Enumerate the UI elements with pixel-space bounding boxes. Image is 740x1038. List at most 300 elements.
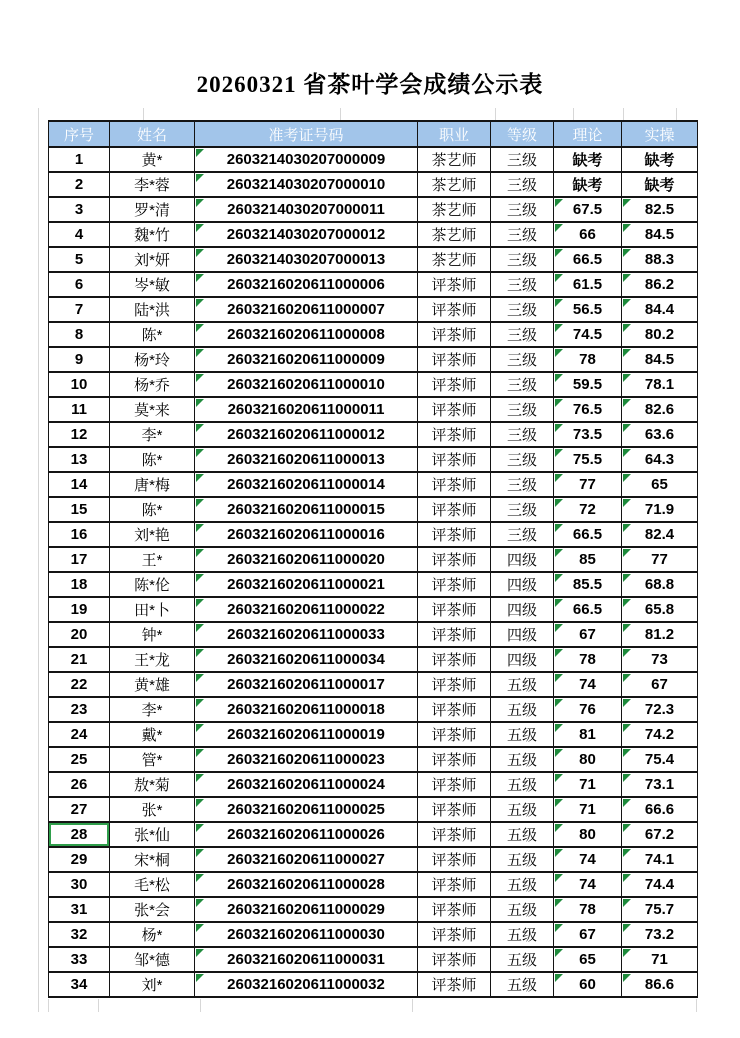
- text-number-indicator-icon: [555, 449, 563, 457]
- text-number-indicator-icon: [196, 624, 204, 632]
- cell-name[interactable]: 刘*妍: [110, 247, 195, 272]
- gridline: [412, 999, 413, 1012]
- text-number-indicator-icon: [196, 199, 204, 207]
- cell-level[interactable]: 五级: [491, 822, 554, 847]
- cell-theory-score[interactable]: 78: [554, 897, 622, 922]
- table-row: [49, 347, 698, 372]
- cell-occupation[interactable]: 评茶师: [418, 347, 491, 372]
- cell-level[interactable]: 三级: [491, 172, 554, 197]
- cell-practice-score[interactable]: 缺考: [622, 172, 698, 197]
- cell-level[interactable]: 五级: [491, 722, 554, 747]
- cell-serial[interactable]: 21: [49, 647, 110, 672]
- cell-occupation[interactable]: 茶艺师: [418, 147, 491, 172]
- cell-occupation[interactable]: 评茶师: [418, 297, 491, 322]
- text-number-indicator-icon: [555, 574, 563, 582]
- cell-serial-selected[interactable]: 28: [49, 822, 110, 847]
- cell-theory-score[interactable]: 80: [554, 747, 622, 772]
- cell-level[interactable]: 四级: [491, 622, 554, 647]
- cell-theory-score[interactable]: 60: [554, 972, 622, 997]
- cell-occupation[interactable]: 评茶师: [418, 822, 491, 847]
- cell-occupation[interactable]: 评茶师: [418, 847, 491, 872]
- cell-occupation[interactable]: 评茶师: [418, 572, 491, 597]
- cell-admission-no[interactable]: 2603214030207000013: [195, 247, 418, 272]
- cell-name[interactable]: 宋*桐: [110, 847, 195, 872]
- text-number-indicator-icon: [196, 799, 204, 807]
- cell-admission-no[interactable]: 2603216020611000030: [195, 922, 418, 947]
- cell-name[interactable]: 唐*梅: [110, 472, 195, 497]
- cell-admission-no[interactable]: 2603216020611000032: [195, 972, 418, 997]
- table-body: [49, 147, 698, 997]
- cell-serial[interactable]: 31: [49, 897, 110, 922]
- cell-occupation[interactable]: 评茶师: [418, 597, 491, 622]
- cell-occupation[interactable]: 评茶师: [418, 747, 491, 772]
- cell-level[interactable]: 三级: [491, 322, 554, 347]
- cell-practice-score[interactable]: 63.6: [622, 422, 698, 447]
- cell-practice-score[interactable]: 72.3: [622, 697, 698, 722]
- cell-theory-score[interactable]: 缺考: [554, 172, 622, 197]
- cell-serial[interactable]: 22: [49, 672, 110, 697]
- cell-admission-no[interactable]: 2603216020611000009: [195, 347, 418, 372]
- cell-admission-no[interactable]: 2603214030207000012: [195, 222, 418, 247]
- cell-serial[interactable]: 8: [49, 322, 110, 347]
- cell-theory-score[interactable]: 81: [554, 722, 622, 747]
- cell-name[interactable]: 田*卜: [110, 597, 195, 622]
- text-number-indicator-icon: [623, 924, 631, 932]
- cell-name[interactable]: 钟*: [110, 622, 195, 647]
- cell-admission-no[interactable]: 2603214030207000010: [195, 172, 418, 197]
- cell-occupation[interactable]: 评茶师: [418, 897, 491, 922]
- cell-theory-score[interactable]: 75.5: [554, 447, 622, 472]
- column-header[interactable]: 理论: [554, 121, 622, 147]
- text-number-indicator-icon: [623, 849, 631, 857]
- cell-theory-score[interactable]: 80: [554, 822, 622, 847]
- cell-practice-score[interactable]: 71.9: [622, 497, 698, 522]
- cell-serial[interactable]: 25: [49, 747, 110, 772]
- cell-theory-score[interactable]: 76: [554, 697, 622, 722]
- cell-level[interactable]: 五级: [491, 847, 554, 872]
- cell-occupation[interactable]: 评茶师: [418, 272, 491, 297]
- cell-occupation[interactable]: 茶艺师: [418, 197, 491, 222]
- cell-serial[interactable]: 12: [49, 422, 110, 447]
- cell-theory-score[interactable]: 76.5: [554, 397, 622, 422]
- cell-name[interactable]: 岑*敏: [110, 272, 195, 297]
- cell-level[interactable]: 四级: [491, 572, 554, 597]
- cell-serial[interactable]: 27: [49, 797, 110, 822]
- cell-practice-score[interactable]: 82.6: [622, 397, 698, 422]
- cell-name[interactable]: 杨*玲: [110, 347, 195, 372]
- table-row: [49, 847, 698, 872]
- cell-practice-score[interactable]: 66.6: [622, 797, 698, 822]
- cell-occupation[interactable]: 评茶师: [418, 772, 491, 797]
- cell-occupation[interactable]: 评茶师: [418, 697, 491, 722]
- cell-level[interactable]: 五级: [491, 922, 554, 947]
- cell-level[interactable]: 五级: [491, 947, 554, 972]
- cell-theory-score[interactable]: 66: [554, 222, 622, 247]
- cell-theory-score[interactable]: 74.5: [554, 322, 622, 347]
- cell-serial[interactable]: 7: [49, 297, 110, 322]
- cell-practice-score[interactable]: 73.2: [622, 922, 698, 947]
- cell-serial[interactable]: 10: [49, 372, 110, 397]
- cell-occupation[interactable]: 评茶师: [418, 547, 491, 572]
- cell-name[interactable]: 刘*: [110, 972, 195, 997]
- cell-occupation[interactable]: 评茶师: [418, 622, 491, 647]
- text-number-indicator-icon: [623, 649, 631, 657]
- cell-practice-score[interactable]: 67.2: [622, 822, 698, 847]
- text-number-indicator-icon: [196, 224, 204, 232]
- cell-admission-no[interactable]: 2603216020611000033: [195, 622, 418, 647]
- cell-level[interactable]: 三级: [491, 422, 554, 447]
- cell-theory-score[interactable]: 74: [554, 672, 622, 697]
- cell-admission-no[interactable]: 2603216020611000013: [195, 447, 418, 472]
- cell-level[interactable]: 三级: [491, 147, 554, 172]
- text-number-indicator-icon: [555, 299, 563, 307]
- table-row: [49, 297, 698, 322]
- cell-occupation[interactable]: 评茶师: [418, 422, 491, 447]
- cell-admission-no[interactable]: 2603216020611000023: [195, 747, 418, 772]
- text-number-indicator-icon: [196, 274, 204, 282]
- cell-theory-score[interactable]: 66.5: [554, 247, 622, 272]
- cell-theory-score[interactable]: 78: [554, 647, 622, 672]
- cell-occupation[interactable]: 评茶师: [418, 872, 491, 897]
- table-row: [49, 172, 698, 197]
- cell-admission-no[interactable]: 2603216020611000022: [195, 597, 418, 622]
- text-number-indicator-icon: [555, 524, 563, 532]
- cell-serial[interactable]: 11: [49, 397, 110, 422]
- cell-admission-no[interactable]: 2603216020611000016: [195, 522, 418, 547]
- cell-theory-score[interactable]: 71: [554, 772, 622, 797]
- cell-name[interactable]: 张*会: [110, 897, 195, 922]
- table-row: [49, 947, 698, 972]
- cell-level[interactable]: 五级: [491, 797, 554, 822]
- cell-serial[interactable]: 23: [49, 697, 110, 722]
- cell-occupation[interactable]: 评茶师: [418, 647, 491, 672]
- cell-admission-no[interactable]: 2603216020611000020: [195, 547, 418, 572]
- cell-name[interactable]: 陈*伦: [110, 572, 195, 597]
- text-number-indicator-icon: [623, 599, 631, 607]
- cell-level[interactable]: 五级: [491, 872, 554, 897]
- cell-occupation[interactable]: 评茶师: [418, 672, 491, 697]
- cell-admission-no[interactable]: 2603216020611000034: [195, 647, 418, 672]
- cell-practice-score[interactable]: 82.5: [622, 197, 698, 222]
- cell-level[interactable]: 三级: [491, 272, 554, 297]
- cell-serial[interactable]: 3: [49, 197, 110, 222]
- cell-serial[interactable]: 2: [49, 172, 110, 197]
- text-number-indicator-icon: [555, 499, 563, 507]
- cell-theory-score[interactable]: 78: [554, 347, 622, 372]
- cell-practice-score[interactable]: 75.4: [622, 747, 698, 772]
- cell-practice-score[interactable]: 74.2: [622, 722, 698, 747]
- cell-name[interactable]: 陈*: [110, 497, 195, 522]
- cell-level[interactable]: 三级: [491, 472, 554, 497]
- column-header[interactable]: 准考证号码: [195, 121, 418, 147]
- cell-practice-score[interactable]: 68.8: [622, 572, 698, 597]
- cell-admission-no[interactable]: 2603216020611000014: [195, 472, 418, 497]
- cell-theory-score[interactable]: 73.5: [554, 422, 622, 447]
- cell-theory-score[interactable]: 77: [554, 472, 622, 497]
- cell-practice-score[interactable]: 84.5: [622, 222, 698, 247]
- cell-name[interactable]: 敖*菊: [110, 772, 195, 797]
- text-number-indicator-icon: [555, 774, 563, 782]
- cell-occupation[interactable]: 评茶师: [418, 472, 491, 497]
- cell-name[interactable]: 陈*: [110, 447, 195, 472]
- cell-serial[interactable]: 15: [49, 497, 110, 522]
- cell-theory-score[interactable]: 85: [554, 547, 622, 572]
- cell-practice-score[interactable]: 71: [622, 947, 698, 972]
- cell-practice-score[interactable]: 86.6: [622, 972, 698, 997]
- table-row: [49, 697, 698, 722]
- cell-level[interactable]: 三级: [491, 397, 554, 422]
- text-number-indicator-icon: [555, 349, 563, 357]
- cell-occupation[interactable]: 评茶师: [418, 522, 491, 547]
- cell-admission-no[interactable]: 2603216020611000015: [195, 497, 418, 522]
- table-row: [49, 472, 698, 497]
- cell-name[interactable]: 杨*乔: [110, 372, 195, 397]
- cell-admission-no[interactable]: 2603216020611000029: [195, 897, 418, 922]
- cell-name[interactable]: 陆*洪: [110, 297, 195, 322]
- cell-occupation[interactable]: 茶艺师: [418, 172, 491, 197]
- cell-level[interactable]: 三级: [491, 447, 554, 472]
- cell-admission-no[interactable]: 2603216020611000007: [195, 297, 418, 322]
- cell-serial[interactable]: 32: [49, 922, 110, 947]
- cell-practice-score[interactable]: 75.7: [622, 897, 698, 922]
- text-number-indicator-icon: [196, 599, 204, 607]
- cell-theory-score[interactable]: 65: [554, 947, 622, 972]
- cell-name[interactable]: 戴*: [110, 722, 195, 747]
- cell-name[interactable]: 王*龙: [110, 647, 195, 672]
- column-header[interactable]: 姓名: [110, 121, 195, 147]
- cell-theory-score[interactable]: 85.5: [554, 572, 622, 597]
- text-number-indicator-icon: [623, 424, 631, 432]
- cell-occupation[interactable]: 评茶师: [418, 722, 491, 747]
- table-row: [49, 972, 698, 997]
- cell-admission-no[interactable]: 2603214030207000009: [195, 147, 418, 172]
- cell-occupation[interactable]: 评茶师: [418, 947, 491, 972]
- cell-occupation[interactable]: 评茶师: [418, 497, 491, 522]
- cell-admission-no[interactable]: 2603216020611000026: [195, 822, 418, 847]
- cell-serial[interactable]: 5: [49, 247, 110, 272]
- text-number-indicator-icon: [196, 849, 204, 857]
- cell-level[interactable]: 五级: [491, 772, 554, 797]
- text-number-indicator-icon: [555, 674, 563, 682]
- cell-name[interactable]: 李*: [110, 697, 195, 722]
- cell-name[interactable]: 陈*: [110, 322, 195, 347]
- text-number-indicator-icon: [196, 499, 204, 507]
- cell-theory-score[interactable]: 74: [554, 847, 622, 872]
- cell-admission-no[interactable]: 2603214030207000011: [195, 197, 418, 222]
- cell-practice-score[interactable]: 73: [622, 647, 698, 672]
- cell-occupation[interactable]: 茶艺师: [418, 247, 491, 272]
- cell-occupation[interactable]: 评茶师: [418, 797, 491, 822]
- cell-level[interactable]: 三级: [491, 197, 554, 222]
- cell-admission-no[interactable]: 2603216020611000018: [195, 697, 418, 722]
- cell-occupation[interactable]: 茶艺师: [418, 222, 491, 247]
- cell-level[interactable]: 五级: [491, 972, 554, 997]
- text-number-indicator-icon: [196, 874, 204, 882]
- text-number-indicator-icon: [555, 749, 563, 757]
- cell-serial[interactable]: 17: [49, 547, 110, 572]
- cell-practice-score[interactable]: 81.2: [622, 622, 698, 647]
- cell-serial[interactable]: 14: [49, 472, 110, 497]
- cell-occupation[interactable]: 评茶师: [418, 397, 491, 422]
- cell-practice-score[interactable]: 84.5: [622, 347, 698, 372]
- cell-practice-score[interactable]: 64.3: [622, 447, 698, 472]
- cell-level[interactable]: 三级: [491, 222, 554, 247]
- cell-admission-no[interactable]: 2603216020611000008: [195, 322, 418, 347]
- cell-theory-score[interactable]: 72: [554, 497, 622, 522]
- cell-theory-score[interactable]: 66.5: [554, 597, 622, 622]
- cell-theory-score[interactable]: 67: [554, 922, 622, 947]
- cell-serial[interactable]: 4: [49, 222, 110, 247]
- text-number-indicator-icon: [196, 249, 204, 257]
- column-header[interactable]: 职业: [418, 121, 491, 147]
- text-number-indicator-icon: [623, 199, 631, 207]
- cell-occupation[interactable]: 评茶师: [418, 372, 491, 397]
- text-number-indicator-icon: [623, 699, 631, 707]
- column-header[interactable]: 序号: [49, 121, 110, 147]
- cell-practice-score[interactable]: 73.1: [622, 772, 698, 797]
- cell-name[interactable]: 黄*: [110, 147, 195, 172]
- cell-level[interactable]: 四级: [491, 547, 554, 572]
- cell-practice-score[interactable]: 77: [622, 547, 698, 572]
- cell-name[interactable]: 张*: [110, 797, 195, 822]
- cell-name[interactable]: 李*: [110, 422, 195, 447]
- cell-admission-no[interactable]: 2603216020611000006: [195, 272, 418, 297]
- cell-serial[interactable]: 26: [49, 772, 110, 797]
- text-number-indicator-icon: [623, 724, 631, 732]
- cell-practice-score[interactable]: 78.1: [622, 372, 698, 397]
- cell-serial[interactable]: 34: [49, 972, 110, 997]
- cell-occupation[interactable]: 评茶师: [418, 322, 491, 347]
- cell-name[interactable]: 黄*雄: [110, 672, 195, 697]
- cell-theory-score[interactable]: 66.5: [554, 522, 622, 547]
- cell-theory-score[interactable]: 61.5: [554, 272, 622, 297]
- cell-level[interactable]: 五级: [491, 672, 554, 697]
- cell-name[interactable]: 罗*清: [110, 197, 195, 222]
- table-row: [49, 722, 698, 747]
- cell-admission-no[interactable]: 2603216020611000011: [195, 397, 418, 422]
- cell-name[interactable]: 张*仙: [110, 822, 195, 847]
- cell-practice-score[interactable]: 74.1: [622, 847, 698, 872]
- text-number-indicator-icon: [623, 674, 631, 682]
- text-number-indicator-icon: [623, 824, 631, 832]
- text-number-indicator-icon: [196, 399, 204, 407]
- table-row: [49, 272, 698, 297]
- cell-name[interactable]: 李*蓉: [110, 172, 195, 197]
- cell-admission-no[interactable]: 2603216020611000017: [195, 672, 418, 697]
- cell-serial[interactable]: 1: [49, 147, 110, 172]
- cell-practice-score[interactable]: 67: [622, 672, 698, 697]
- cell-practice-score[interactable]: 缺考: [622, 147, 698, 172]
- cell-admission-no[interactable]: 2603216020611000010: [195, 372, 418, 397]
- cell-level[interactable]: 三级: [491, 247, 554, 272]
- cell-theory-score[interactable]: 56.5: [554, 297, 622, 322]
- cell-name[interactable]: 魏*竹: [110, 222, 195, 247]
- cell-admission-no[interactable]: 2603216020611000028: [195, 872, 418, 897]
- cell-serial[interactable]: 6: [49, 272, 110, 297]
- cell-name[interactable]: 管*: [110, 747, 195, 772]
- cell-serial[interactable]: 13: [49, 447, 110, 472]
- text-number-indicator-icon: [623, 399, 631, 407]
- cell-level[interactable]: 三级: [491, 522, 554, 547]
- cell-practice-score[interactable]: 65.8: [622, 597, 698, 622]
- cell-practice-score[interactable]: 86.2: [622, 272, 698, 297]
- text-number-indicator-icon: [196, 549, 204, 557]
- text-number-indicator-icon: [623, 324, 631, 332]
- text-number-indicator-icon: [196, 424, 204, 432]
- cell-theory-score[interactable]: 59.5: [554, 372, 622, 397]
- text-number-indicator-icon: [555, 874, 563, 882]
- cell-serial[interactable]: 24: [49, 722, 110, 747]
- cell-level[interactable]: 三级: [491, 497, 554, 522]
- cell-serial[interactable]: 16: [49, 522, 110, 547]
- cell-name[interactable]: 莫*来: [110, 397, 195, 422]
- cell-serial[interactable]: 18: [49, 572, 110, 597]
- cell-serial[interactable]: 33: [49, 947, 110, 972]
- cell-name[interactable]: 刘*艳: [110, 522, 195, 547]
- cell-occupation[interactable]: 评茶师: [418, 447, 491, 472]
- cell-serial[interactable]: 20: [49, 622, 110, 647]
- cell-admission-no[interactable]: 2603216020611000031: [195, 947, 418, 972]
- column-header[interactable]: 实操: [622, 121, 698, 147]
- cell-practice-score[interactable]: 88.3: [622, 247, 698, 272]
- text-number-indicator-icon: [623, 574, 631, 582]
- cell-practice-score[interactable]: 84.4: [622, 297, 698, 322]
- text-number-indicator-icon: [623, 749, 631, 757]
- cell-level[interactable]: 三级: [491, 297, 554, 322]
- table-row: [49, 547, 698, 572]
- cell-practice-score[interactable]: 82.4: [622, 522, 698, 547]
- cell-name[interactable]: 邹*德: [110, 947, 195, 972]
- cell-practice-score[interactable]: 65: [622, 472, 698, 497]
- cell-serial[interactable]: 9: [49, 347, 110, 372]
- cell-level[interactable]: 五级: [491, 697, 554, 722]
- gridline: [48, 999, 49, 1012]
- cell-name[interactable]: 毛*松: [110, 872, 195, 897]
- cell-theory-score[interactable]: 67: [554, 622, 622, 647]
- cell-level[interactable]: 五级: [491, 897, 554, 922]
- cell-occupation[interactable]: 评茶师: [418, 972, 491, 997]
- cell-level[interactable]: 四级: [491, 647, 554, 672]
- cell-admission-no[interactable]: 2603216020611000021: [195, 572, 418, 597]
- text-number-indicator-icon: [555, 424, 563, 432]
- cell-theory-score[interactable]: 缺考: [554, 147, 622, 172]
- text-number-indicator-icon: [623, 299, 631, 307]
- cell-name[interactable]: 王*: [110, 547, 195, 572]
- column-header[interactable]: 等级: [491, 121, 554, 147]
- cell-serial[interactable]: 29: [49, 847, 110, 872]
- cell-serial[interactable]: 19: [49, 597, 110, 622]
- cell-admission-no[interactable]: 2603216020611000024: [195, 772, 418, 797]
- cell-level[interactable]: 三级: [491, 347, 554, 372]
- cell-occupation[interactable]: 评茶师: [418, 922, 491, 947]
- cell-practice-score[interactable]: 74.4: [622, 872, 698, 897]
- gridline: [200, 999, 201, 1012]
- cell-level[interactable]: 四级: [491, 597, 554, 622]
- cell-serial[interactable]: 30: [49, 872, 110, 897]
- cell-admission-no[interactable]: 2603216020611000019: [195, 722, 418, 747]
- cell-level[interactable]: 三级: [491, 372, 554, 397]
- text-number-indicator-icon: [555, 224, 563, 232]
- cell-theory-score[interactable]: 67.5: [554, 197, 622, 222]
- cell-name[interactable]: 杨*: [110, 922, 195, 947]
- cell-theory-score[interactable]: 74: [554, 872, 622, 897]
- cell-admission-no[interactable]: 2603216020611000027: [195, 847, 418, 872]
- cell-theory-score[interactable]: 71: [554, 797, 622, 822]
- cell-practice-score[interactable]: 80.2: [622, 322, 698, 347]
- cell-level[interactable]: 五级: [491, 747, 554, 772]
- cell-admission-no[interactable]: 2603216020611000025: [195, 797, 418, 822]
- cell-admission-no[interactable]: 2603216020611000012: [195, 422, 418, 447]
